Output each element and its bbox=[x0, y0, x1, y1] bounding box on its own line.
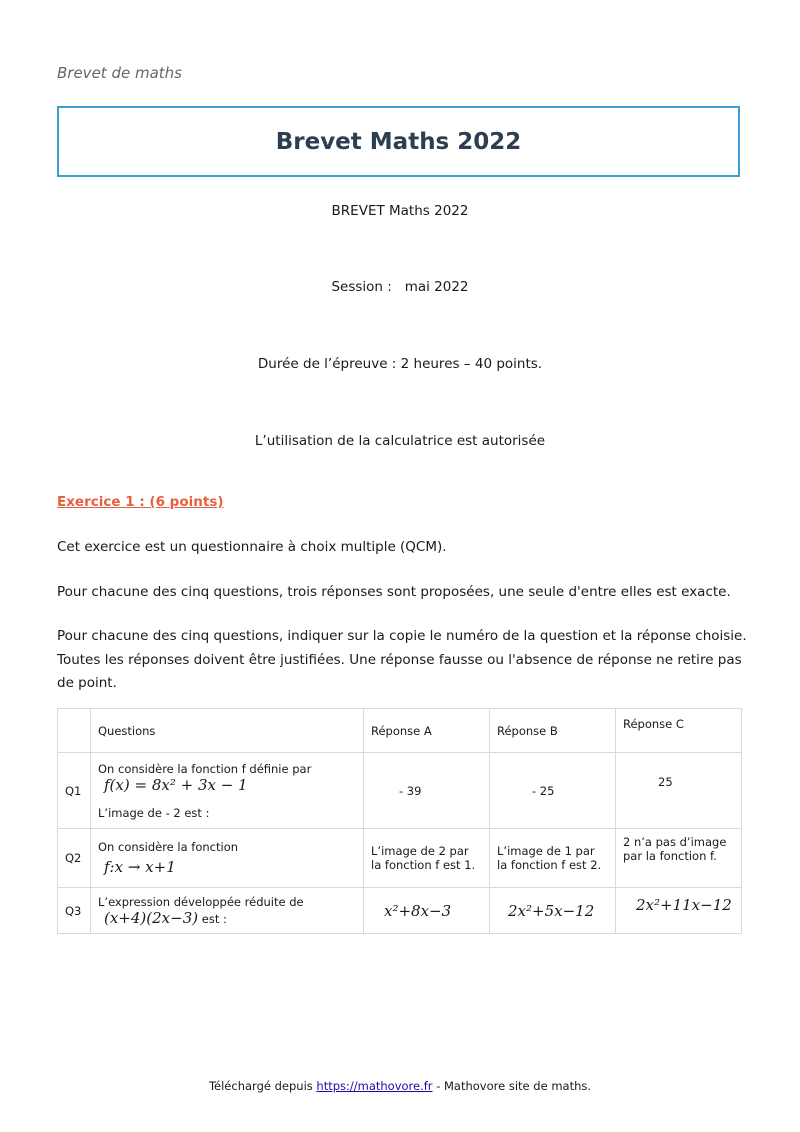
mathovore-link[interactable]: https://mathovore.fr bbox=[316, 1079, 433, 1093]
question-formula: (x+4)(2x−3) bbox=[104, 908, 199, 927]
question-cell bbox=[91, 888, 364, 934]
question-cell bbox=[91, 753, 364, 829]
question-text: est : bbox=[198, 911, 227, 926]
qcm-table bbox=[57, 708, 742, 934]
table-row bbox=[58, 829, 742, 888]
session-line: Session : mai 2022 bbox=[331, 279, 469, 295]
title-box bbox=[57, 106, 740, 177]
footer bbox=[0, 1079, 800, 1093]
question-text: On considère la fonction bbox=[98, 840, 239, 854]
footer-prefix: Téléchargé depuis bbox=[208, 1079, 317, 1093]
question-cell bbox=[91, 829, 364, 888]
header-note: Brevet de maths bbox=[57, 64, 182, 82]
header-cell bbox=[58, 709, 91, 753]
question-text: L’expression développée réduite de bbox=[98, 894, 304, 909]
header-cell: Réponse C bbox=[616, 709, 742, 753]
table-row bbox=[58, 753, 742, 829]
answer-a: L’image de 2 par la fonction f est 1. bbox=[364, 829, 490, 888]
table-row bbox=[58, 888, 742, 934]
header-cell: Réponse B bbox=[490, 709, 616, 753]
question-formula: f:x → x+1 bbox=[104, 858, 176, 876]
page-title: Brevet Maths 2022 bbox=[275, 128, 522, 155]
calculator-line: L’utilisation de la calculatrice est autorisée bbox=[254, 433, 546, 449]
exercise-paragraph-2: Pour chacune des cinq questions, trois réponses sont proposées, une seule d'entre elles est exacte. bbox=[57, 584, 731, 600]
question-text: On considère la fonction f définie par bbox=[98, 761, 312, 776]
question-formula: f(x) = 8x² + 3x − 1 bbox=[104, 775, 248, 794]
answer-a: - 39 bbox=[364, 753, 490, 829]
answer-b: 2x²+5x−12 bbox=[490, 888, 616, 934]
answer-c: 25 bbox=[616, 753, 742, 829]
question-id: Q1 bbox=[58, 753, 91, 829]
header-cell: Questions bbox=[91, 709, 364, 753]
footer-suffix: - Mathovore site de maths. bbox=[432, 1079, 592, 1093]
question-id: Q2 bbox=[58, 829, 91, 888]
answer-a: x²+8x−3 bbox=[364, 888, 490, 934]
question-text: L’image de - 2 est : bbox=[98, 805, 210, 820]
exercise-paragraph-3: Pour chacune des cinq questions, indiquer sur la copie le numéro de la question et la réponse choisie. Toutes les réponses doivent être justifiées. Une réponse fausse ou l'absence de réponse ne retire pas de point. bbox=[57, 628, 747, 691]
answer-c: 2 n’a pas d’image par la fonction f. bbox=[616, 829, 742, 888]
answer-c: 2x²+11x−12 bbox=[616, 888, 742, 934]
answer-b: - 25 bbox=[490, 753, 616, 829]
table-header-row bbox=[58, 709, 742, 753]
answer-b: L’image de 1 par la fonction f est 2. bbox=[490, 829, 616, 888]
header-cell: Réponse A bbox=[364, 709, 490, 753]
exercise-paragraph-1: Cet exercice est un questionnaire à choix multiple (QCM). bbox=[57, 539, 447, 555]
duration-line: Durée de l’épreuve : 2 heures – 40 points. bbox=[257, 356, 543, 372]
question-id: Q3 bbox=[58, 888, 91, 934]
exercise-title: Exercice 1 : (6 points) bbox=[57, 494, 224, 510]
intro-line: BREVET Maths 2022 bbox=[331, 203, 469, 219]
